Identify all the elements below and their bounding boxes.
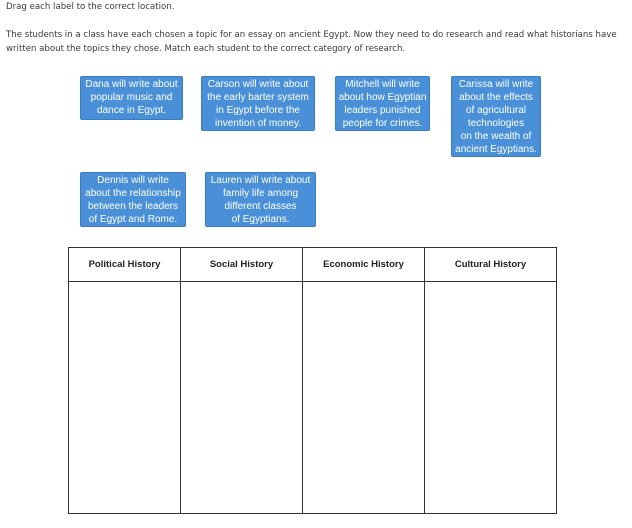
column-header-social: Social History xyxy=(181,248,303,282)
prompt-text: The students in a class have each chosen a topic for an essay on ancient Egypt. Now they need to do research and read what historians have written about the topics they chose. Match each student to the correct category of research. xyxy=(6,30,617,54)
drop-zone-political[interactable] xyxy=(69,282,181,513)
drop-zone-cultural[interactable] xyxy=(425,282,556,513)
label-carissa[interactable]: Carissa will write about the effects of agricultural technologies on the wealth of ancient Egyptians. xyxy=(451,76,541,157)
label-dana[interactable]: Dana will write about popular music and dance in Egypt. xyxy=(80,76,183,120)
label-dennis[interactable]: Dennis will write about the relationship between the leaders of Egypt and Rome. xyxy=(80,172,186,227)
label-lauren[interactable]: Lauren will write about family life among different classes of Egyptians. xyxy=(205,172,316,227)
drop-zone-social[interactable] xyxy=(181,282,303,513)
column-header-economic: Economic History xyxy=(303,248,425,282)
category-table xyxy=(68,247,557,514)
label-carson[interactable]: Carson will write about the early barter system in Egypt before the invention of money. xyxy=(201,76,315,131)
column-header-political: Political History xyxy=(69,248,181,282)
drop-zone-economic[interactable] xyxy=(303,282,425,513)
label-mitchell[interactable]: Mitchell will write about how Egyptian leaders punished people for crimes. xyxy=(335,76,430,131)
instruction-text: Drag each label to the correct location. xyxy=(6,2,175,12)
column-header-cultural: Cultural History xyxy=(425,248,556,282)
